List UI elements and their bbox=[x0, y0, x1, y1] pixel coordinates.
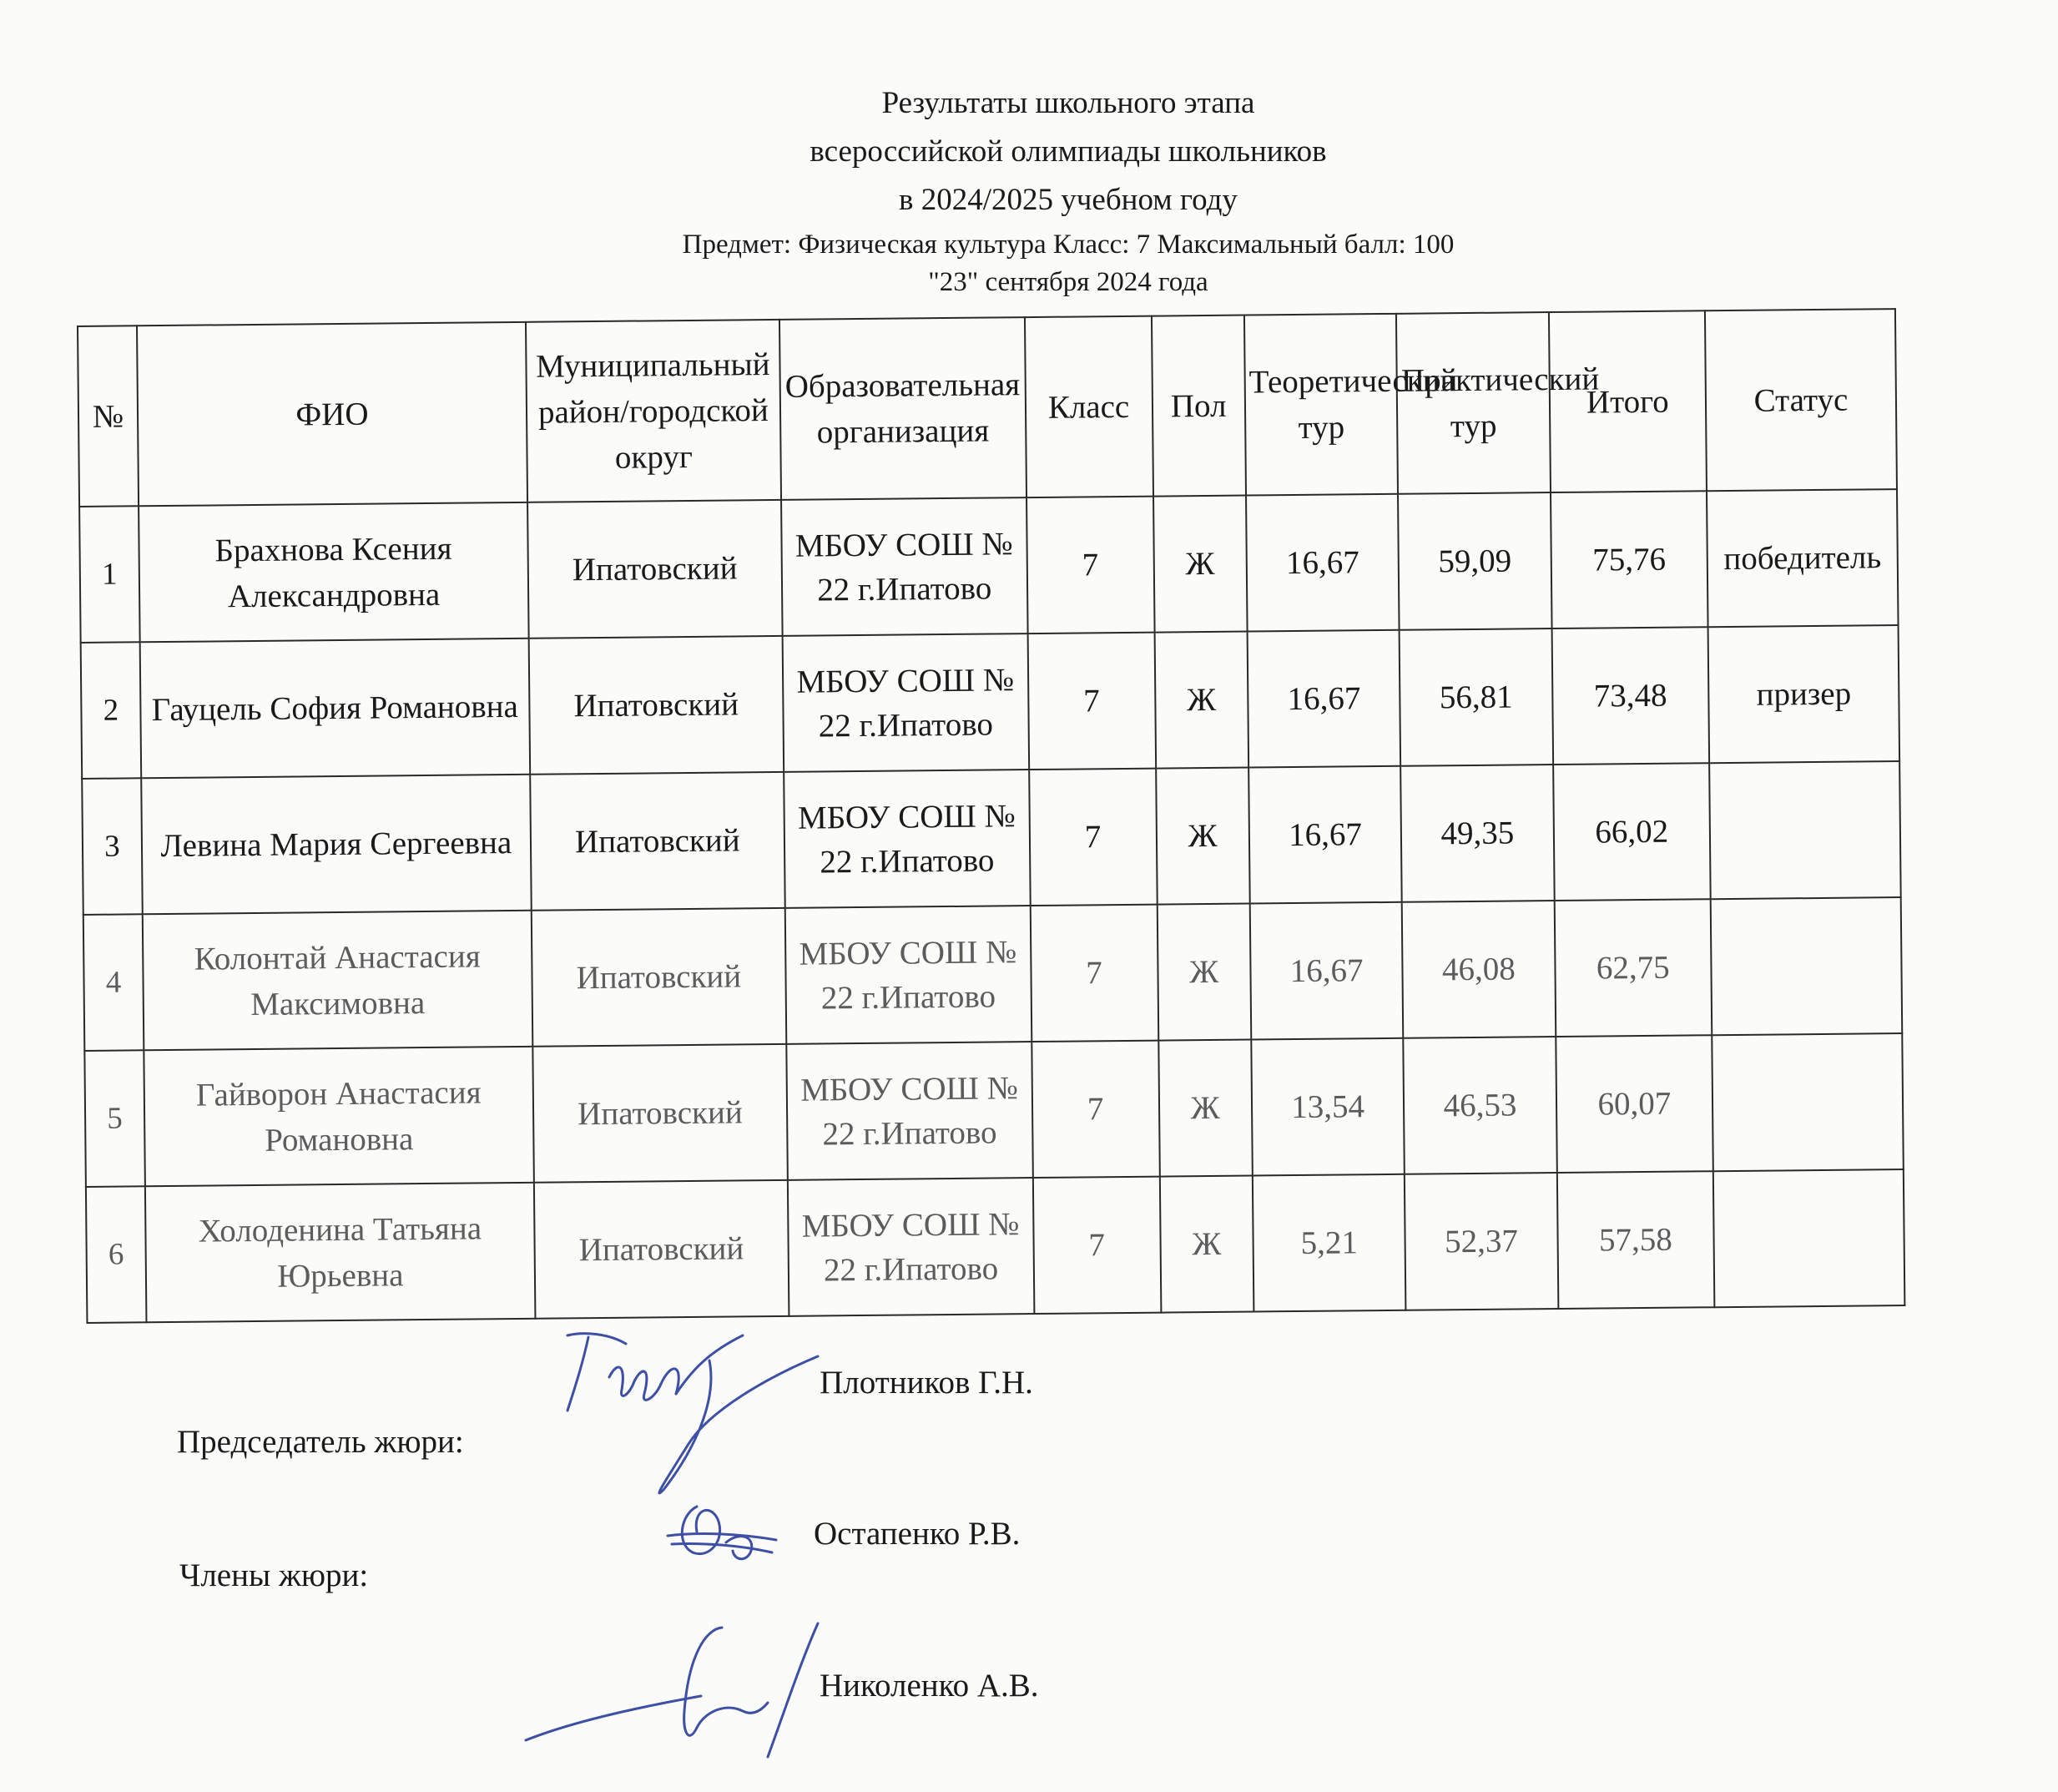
col-header-total: Итого bbox=[1549, 310, 1707, 492]
col-header-fio: ФИО bbox=[137, 322, 527, 506]
cell-fio: Гайворон Анастасия Романовна bbox=[144, 1047, 534, 1186]
table-row bbox=[82, 761, 1900, 915]
document-header bbox=[467, 79, 1669, 300]
title-line-3: в 2024/2025 учебном году bbox=[899, 183, 1238, 217]
cell-theory: 16,67 bbox=[1250, 902, 1404, 1040]
cell-theory: 16,67 bbox=[1246, 494, 1400, 632]
member-1-name: Остапенко Р.В. bbox=[814, 1516, 1021, 1552]
cell-sex: Ж bbox=[1158, 1040, 1253, 1177]
col-header-district: Муниципальный район/городской округ bbox=[526, 320, 781, 502]
cell-total: 73,48 bbox=[1551, 627, 1709, 765]
subject-line: Предмет: Физическая культура Класс: 7 Максимальный балл: 100 bbox=[682, 230, 1455, 260]
cell-total: 75,76 bbox=[1551, 491, 1708, 628]
cell-sex: Ж bbox=[1156, 768, 1250, 905]
cell-theory: 5,21 bbox=[1253, 1174, 1406, 1312]
cell-theory: 13,54 bbox=[1251, 1038, 1405, 1176]
cell-num: 3 bbox=[82, 778, 142, 915]
table-row bbox=[83, 897, 1902, 1051]
cell-num: 4 bbox=[83, 914, 144, 1051]
member-2-signature bbox=[517, 1619, 835, 1765]
cell-org: МБОУ СОШ № 22 г.Ипатово bbox=[782, 634, 1028, 772]
cell-sex: Ж bbox=[1159, 1176, 1253, 1313]
cell-practice: 49,35 bbox=[1400, 765, 1554, 902]
cell-fio: Левина Мария Сергеевна bbox=[141, 775, 532, 914]
col-header-status: Статус bbox=[1705, 309, 1897, 491]
cell-theory: 16,67 bbox=[1248, 630, 1401, 768]
col-header-theory: Теоретический тур bbox=[1244, 314, 1398, 496]
cell-total: 57,58 bbox=[1556, 1171, 1714, 1309]
cell-fio: Холоденина Татьяна Юрьевна bbox=[145, 1183, 536, 1322]
cell-org: МБОУ СОШ № 22 г.Ипатово bbox=[785, 906, 1032, 1044]
cell-practice: 59,09 bbox=[1398, 492, 1551, 630]
chair-name: Плотников Г.Н. bbox=[820, 1365, 1033, 1401]
cell-district: Ипатовский bbox=[532, 1044, 787, 1183]
cell-status bbox=[1709, 761, 1901, 899]
cell-district: Ипатовский bbox=[529, 636, 784, 775]
member-1-signature bbox=[659, 1494, 784, 1577]
cell-theory: 16,67 bbox=[1248, 766, 1402, 904]
chair-label: Председатель жюри: bbox=[177, 1424, 464, 1460]
cell-num: 2 bbox=[81, 642, 141, 779]
cell-fio: Гауцель София Романовна bbox=[140, 639, 531, 778]
cell-org: МБОУ СОШ № 22 г.Ипатово bbox=[781, 497, 1027, 636]
cell-sex: Ж bbox=[1153, 496, 1248, 633]
cell-org: МБОУ СОШ № 22 г.Ипатово bbox=[784, 770, 1030, 908]
cell-grade: 7 bbox=[1027, 633, 1156, 770]
cell-num: 1 bbox=[79, 506, 139, 643]
cell-district: Ипатовский bbox=[534, 1180, 789, 1319]
cell-sex: Ж bbox=[1157, 904, 1251, 1041]
cell-org: МБОУ СОШ № 22 г.Ипатово bbox=[786, 1042, 1032, 1180]
col-header-grade: Класс bbox=[1025, 316, 1153, 497]
cell-status: победитель bbox=[1707, 489, 1899, 627]
cell-grade: 7 bbox=[1032, 1177, 1161, 1314]
cell-status: призер bbox=[1708, 625, 1900, 763]
cell-practice: 46,08 bbox=[1402, 901, 1556, 1038]
cell-fio: Колонтай Анастасия Максимовна bbox=[143, 911, 533, 1050]
table-row bbox=[79, 489, 1898, 643]
table-row bbox=[84, 1033, 1903, 1187]
table-row bbox=[86, 1169, 1904, 1323]
cell-org: МБОУ СОШ № 22 г.Ипатово bbox=[788, 1178, 1034, 1316]
cell-grade: 7 bbox=[1026, 497, 1155, 634]
col-header-org: Образовательная организация bbox=[779, 317, 1026, 500]
cell-grade: 7 bbox=[1029, 769, 1158, 906]
cell-practice: 52,37 bbox=[1405, 1173, 1558, 1310]
cell-practice: 46,53 bbox=[1404, 1037, 1557, 1174]
cell-sex: Ж bbox=[1154, 632, 1248, 769]
title-line-1: Результаты школьного этапа bbox=[881, 86, 1255, 120]
col-header-num: № bbox=[78, 326, 139, 507]
table-header-row bbox=[78, 309, 1897, 507]
cell-district: Ипатовский bbox=[527, 500, 782, 639]
cell-num: 6 bbox=[86, 1186, 146, 1323]
col-header-sex: Пол bbox=[1151, 315, 1245, 497]
cell-grade: 7 bbox=[1030, 905, 1158, 1042]
cell-status bbox=[1713, 1169, 1905, 1307]
cell-practice: 56,81 bbox=[1400, 628, 1553, 766]
cell-total: 60,07 bbox=[1556, 1035, 1713, 1173]
members-label: Члены жюри: bbox=[179, 1557, 369, 1593]
member-2-name: Николенко А.В. bbox=[820, 1668, 1039, 1704]
cell-total: 66,02 bbox=[1553, 763, 1711, 901]
title-line-2: всероссийской олимпиады школьников bbox=[810, 134, 1327, 169]
col-header-practice: Практический тур bbox=[1396, 312, 1550, 494]
results-table bbox=[77, 308, 1905, 1324]
cell-district: Ипатовский bbox=[532, 908, 786, 1047]
cell-grade: 7 bbox=[1032, 1041, 1160, 1178]
cell-district: Ипатовский bbox=[530, 772, 784, 911]
cell-status bbox=[1712, 1033, 1904, 1171]
cell-status bbox=[1711, 897, 1903, 1035]
cell-num: 5 bbox=[84, 1050, 144, 1187]
cell-total: 62,75 bbox=[1554, 899, 1712, 1037]
date-line: "23" сентября 2024 года bbox=[928, 267, 1208, 297]
table-row bbox=[81, 625, 1899, 779]
cell-fio: Брахнова Ксения Александровна bbox=[139, 502, 529, 642]
chair-signature bbox=[551, 1327, 835, 1502]
